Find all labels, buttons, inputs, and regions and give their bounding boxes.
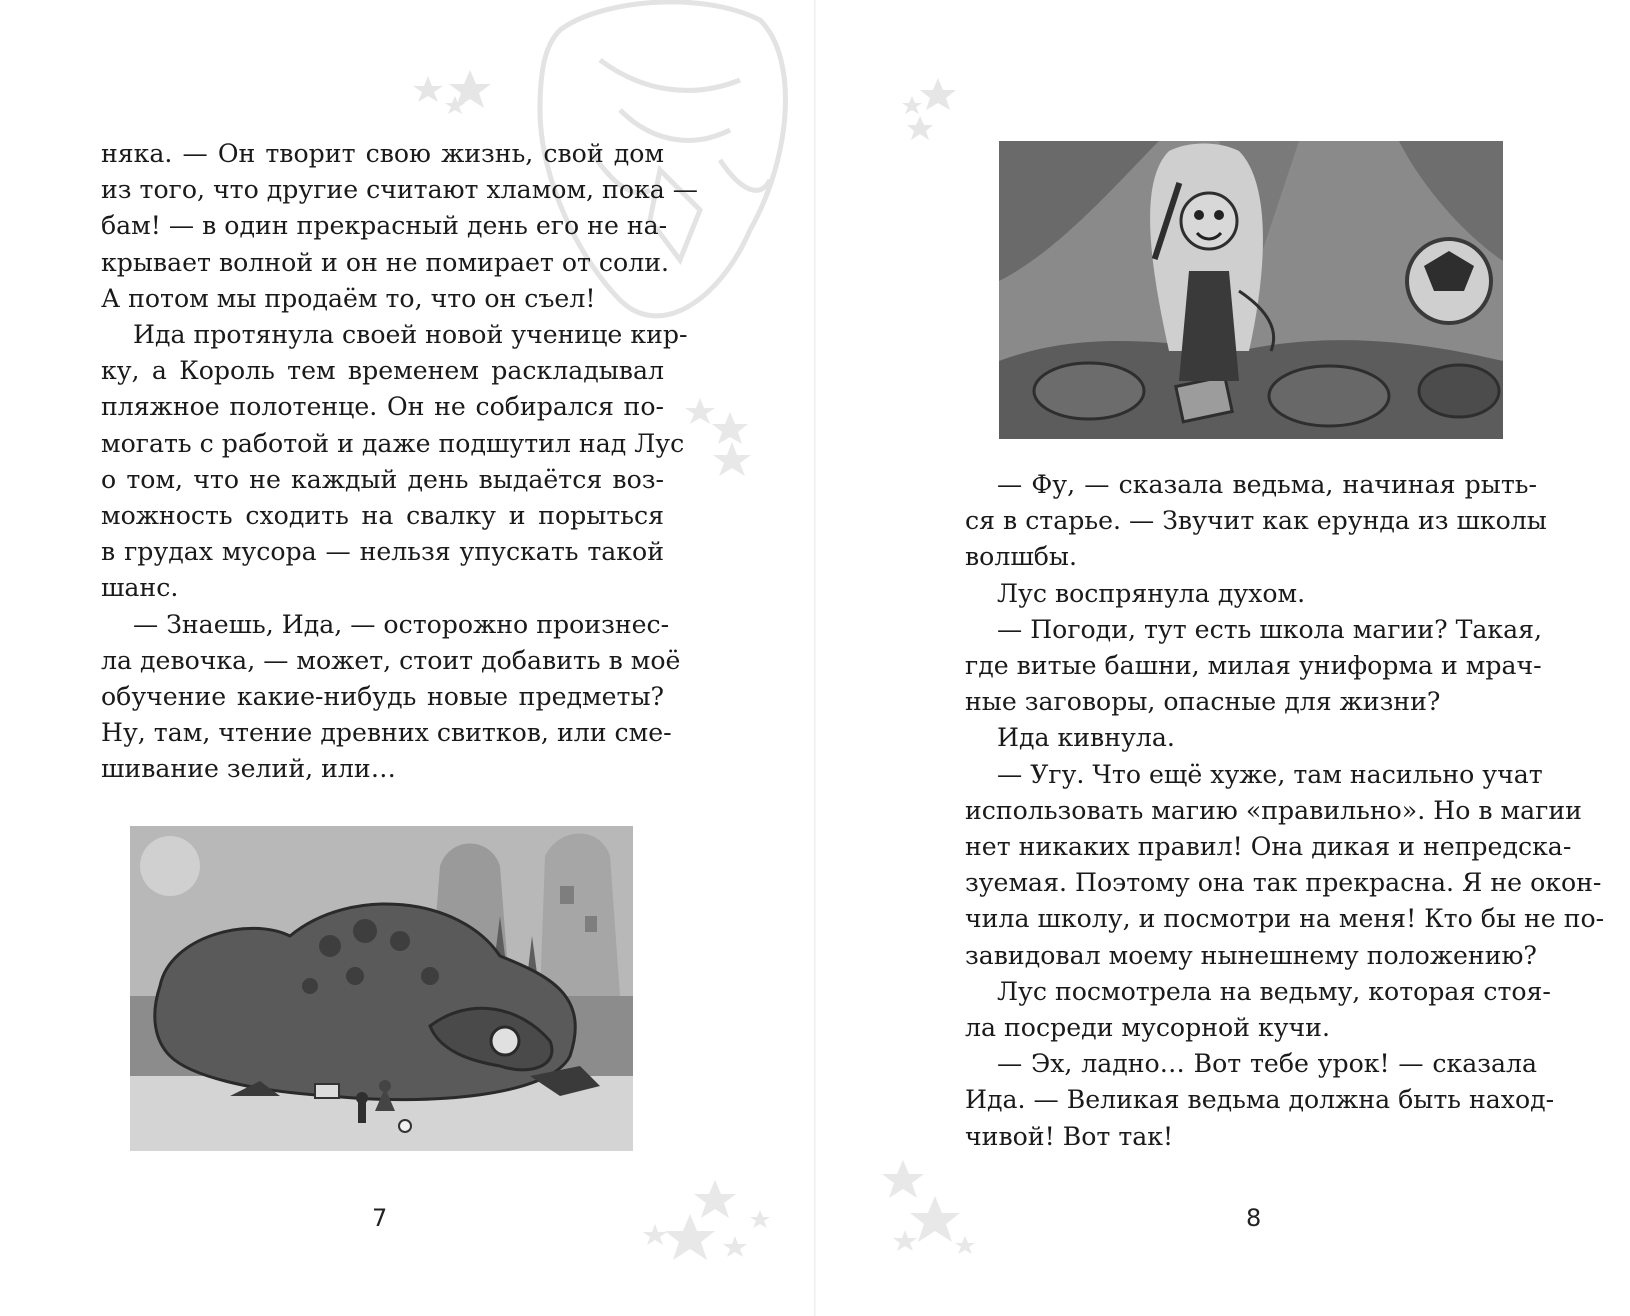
text-line: Лус посмотрела на ведьму, которая стоя- bbox=[997, 976, 1551, 1006]
text-line: ку, а Король тем временем раскладывал bbox=[101, 356, 664, 386]
page-number: 7 bbox=[372, 1204, 388, 1232]
text-line: — Эх, ладно… Вот тебе урок! — сказала bbox=[997, 1049, 1537, 1079]
text-line: Лус воспрянула духом. bbox=[997, 578, 1306, 608]
text-line: — Фу, — сказала ведьма, начиная рыть- bbox=[997, 470, 1537, 499]
page-number: 8 bbox=[1246, 1204, 1262, 1232]
text-line: шивание зелий, или… bbox=[101, 754, 396, 784]
text-line: волшбы. bbox=[965, 542, 1077, 572]
left-page-text bbox=[101, 136, 698, 788]
text-line: бам! — в один прекрасный день его не на- bbox=[101, 211, 668, 241]
text-line: Ну, там, чтение древних свитков, или сме- bbox=[101, 718, 672, 748]
text-line: обучение какие-нибудь новые предметы? bbox=[101, 682, 664, 712]
text-line: пляжное полотенце. Он не собирался по- bbox=[101, 392, 664, 422]
text-line: ные заговоры, опасные для жизни? bbox=[965, 687, 1441, 717]
text-line: могать с работой и даже подшутил над Лус bbox=[101, 428, 685, 458]
text-line: в грудах мусора — нельзя упускать такой bbox=[101, 537, 664, 567]
illustration-junkyard-creature bbox=[130, 826, 633, 1151]
text-line: крывает волной и он не помирает от соли. bbox=[101, 247, 669, 277]
illustration-witch-in-junk-pile bbox=[999, 141, 1503, 439]
text-line: Ида кивнула. bbox=[997, 723, 1175, 753]
text-line: А потом мы продаём то, что он съел! bbox=[101, 283, 596, 313]
right-page bbox=[816, 0, 1630, 1316]
text-line: зуемая. Поэтому она так прекрасна. Я не окон- bbox=[965, 868, 1602, 898]
left-page bbox=[0, 0, 814, 1316]
text-line: где витые башни, милая униформа и мрач- bbox=[965, 651, 1542, 681]
text-line: ла девочка, — может, стоит добавить в моё bbox=[101, 645, 681, 675]
text-line: — Знаешь, Ида, — осторожно произнес- bbox=[133, 609, 670, 639]
text-line: няка. — Он творит свою жизнь, свой дом bbox=[101, 139, 664, 168]
text-line: ла посреди мусорной кучи. bbox=[965, 1013, 1330, 1043]
text-line: шанс. bbox=[101, 573, 179, 603]
text-line: Ида протянула своей новой ученице кир- bbox=[133, 320, 688, 350]
text-line: — Погоди, тут есть школа магии? Такая, bbox=[997, 614, 1543, 644]
right-page-text bbox=[965, 467, 1605, 1155]
text-line: чила школу, и посмотри на меня! Кто бы не по- bbox=[965, 904, 1605, 934]
text-line: чивой! Вот так! bbox=[965, 1121, 1174, 1151]
text-line: о том, что не каждый день выдаётся воз- bbox=[101, 464, 664, 494]
text-line: нет никаких правил! Она дикая и непредска- bbox=[965, 832, 1572, 862]
text-line: ся в старье. — Звучит как ерунда из школы bbox=[965, 506, 1547, 536]
text-line: завидовал моему нынешнему положению? bbox=[965, 940, 1537, 970]
text-line: из того, что другие считают хламом, пока — bbox=[101, 175, 698, 205]
text-line: — Угу. Что ещё хуже, там насильно учат bbox=[997, 759, 1543, 789]
text-line: можность сходить на свалку и порыться bbox=[101, 501, 664, 531]
text-line: использовать магию «правильно». Но в магии bbox=[965, 795, 1582, 825]
text-line: Ида. — Великая ведьма должна быть наход- bbox=[965, 1085, 1555, 1115]
